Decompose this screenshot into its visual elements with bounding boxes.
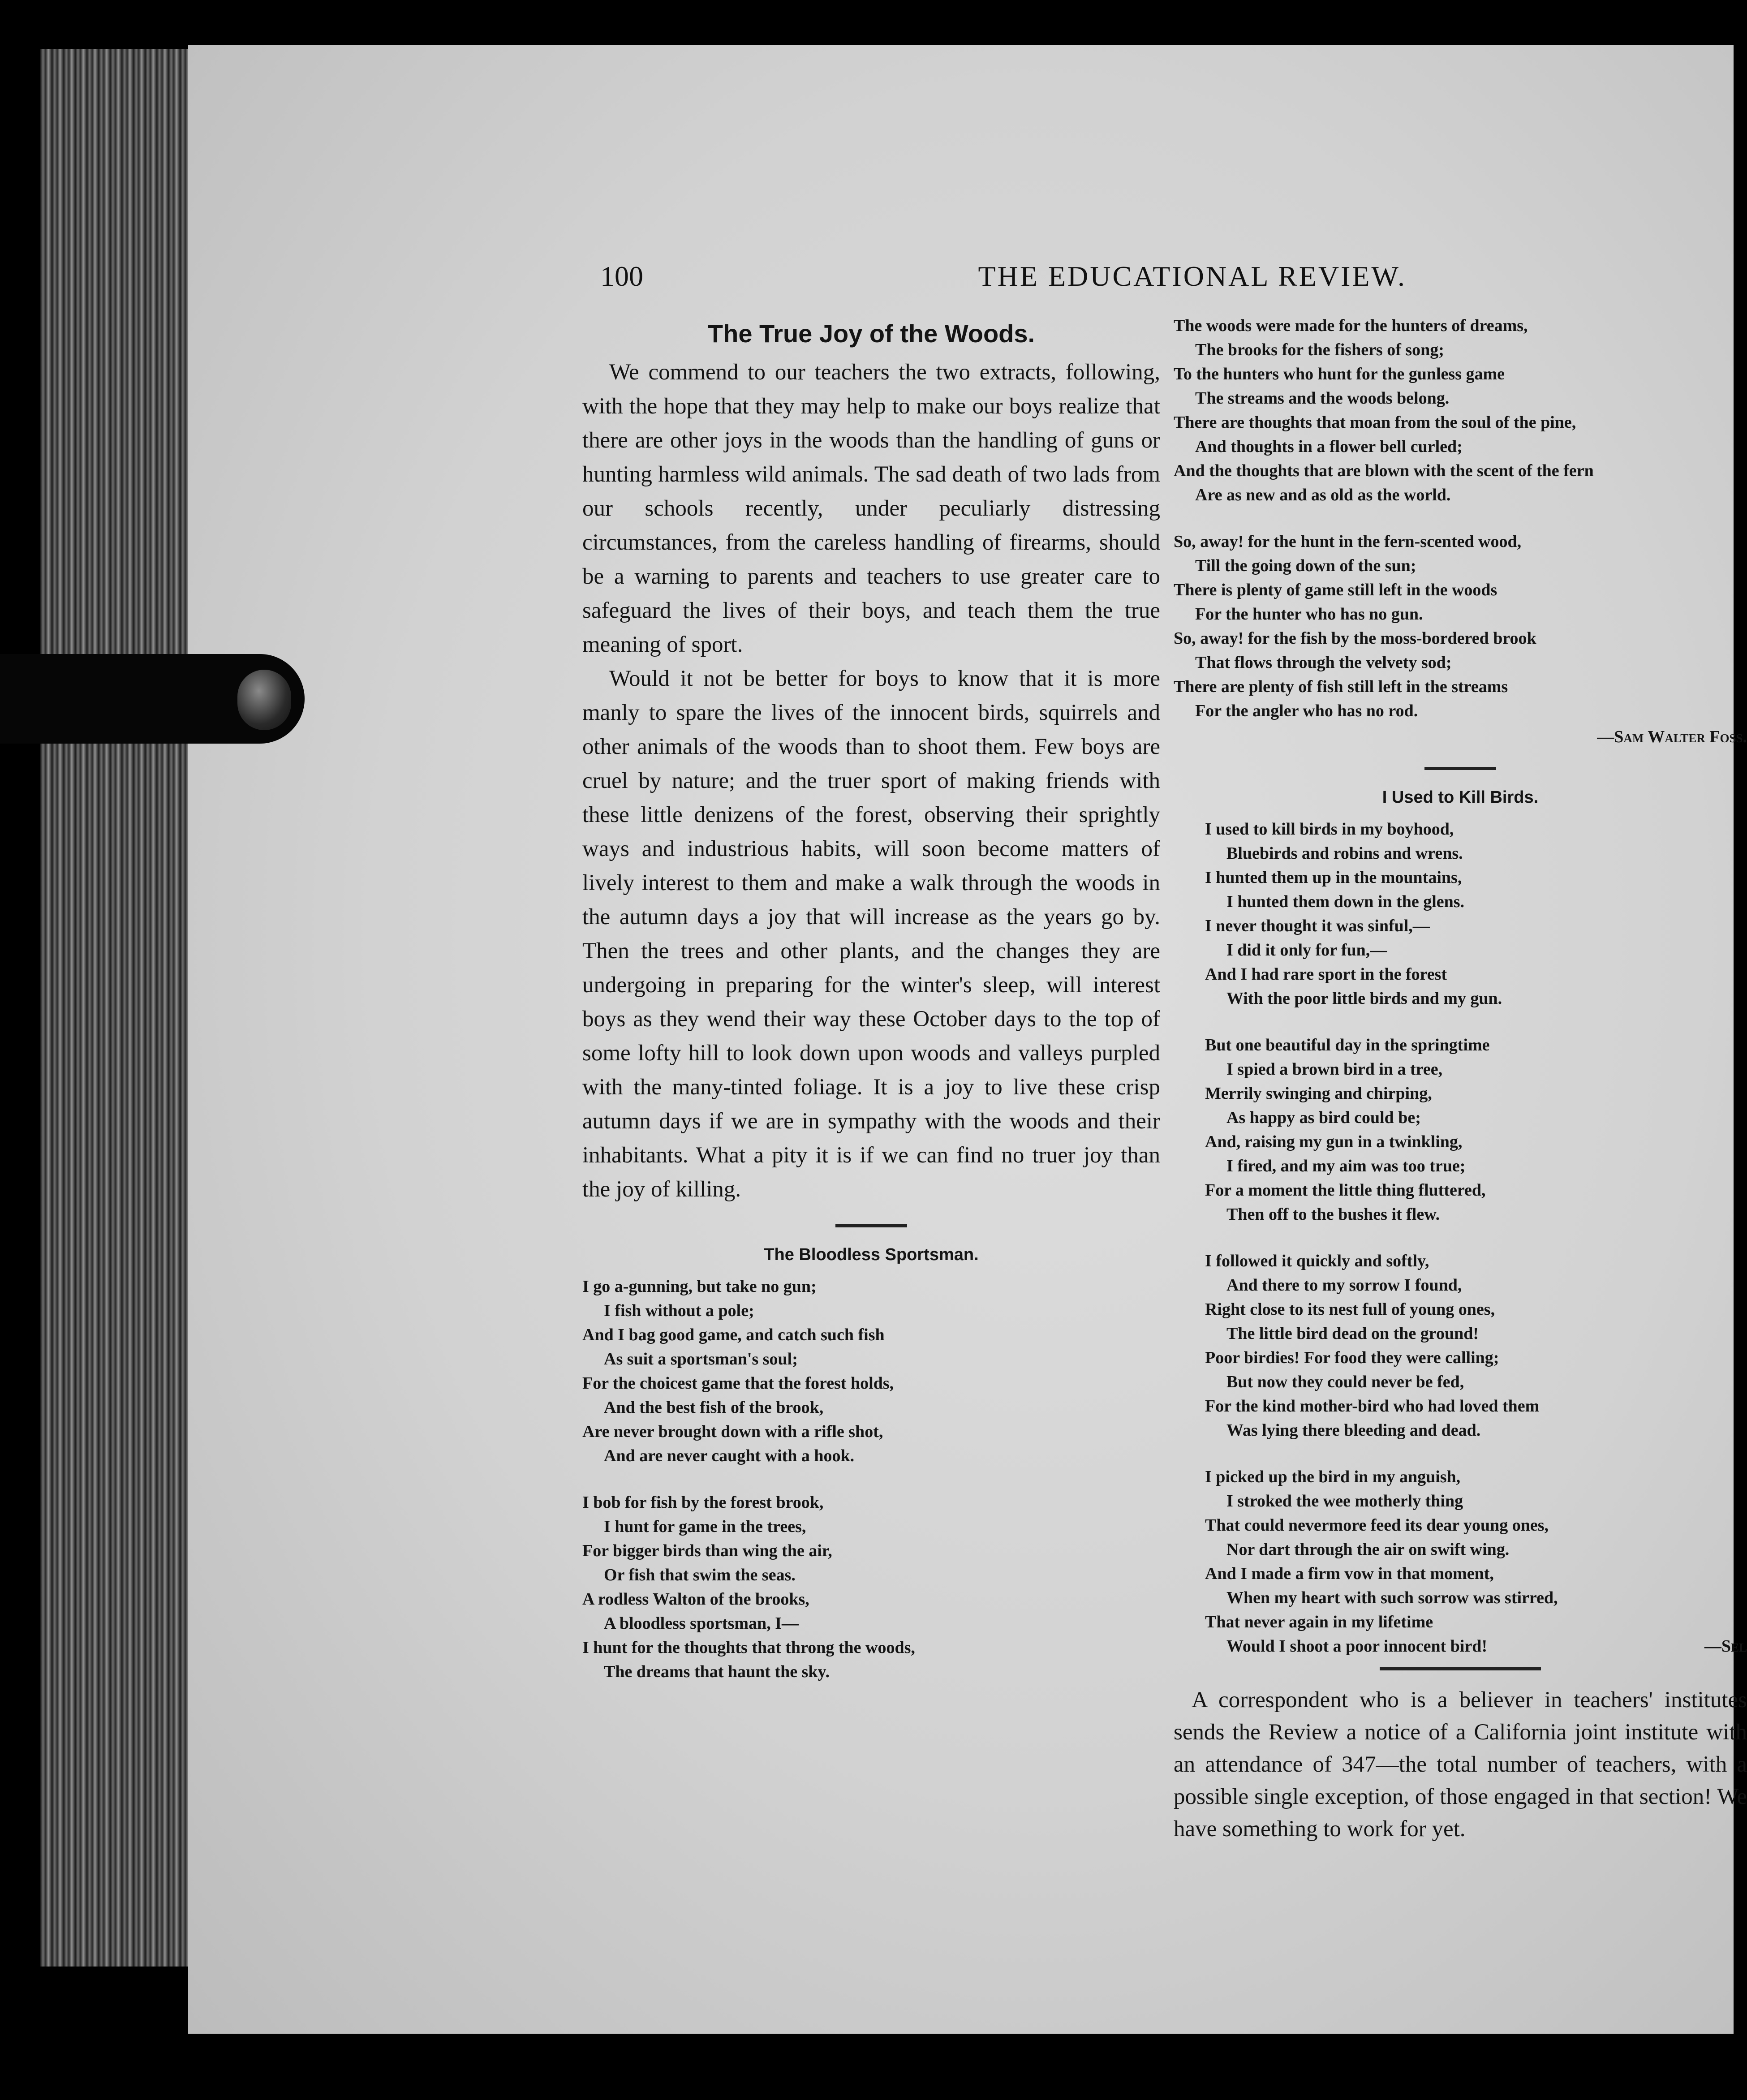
page-number: 100 [600,260,643,292]
poem-bloodless-sportsman-continued [1174,314,1747,749]
page-edges [40,49,202,1967]
poem-line: Would I shoot a poor innocent bird! [1226,1637,1488,1656]
poem-line: I fired, and my aim was too true; [1226,1157,1466,1175]
poem-line: That flows through the velvety sod; [1195,653,1452,672]
poem-line: But now they could never be fed, [1226,1373,1464,1391]
poem-line: For a moment the little thing fluttered, [1205,1181,1486,1200]
poem-line: Nor dart through the air on swift wing. [1226,1540,1510,1559]
poem-line: I followed it quickly and softly, [1205,1252,1429,1270]
poem-line: I bob for fish by the forest brook, [582,1493,824,1512]
poem-line: I fish without a pole; [604,1301,754,1320]
poem-line: So, away! for the fish by the moss-bordered brook [1174,629,1536,648]
poem-stanza [1205,1465,1747,1658]
poem-line: There are thoughts that moan from the soul of the pine, [1174,413,1576,432]
poem-line: I go a-gunning, but take no gun; [582,1277,817,1296]
poem-bloodless-sportsman [582,1274,1160,1684]
left-column [582,314,1160,1706]
poem-line: To the hunters who hunt for the gunless game [1174,365,1505,383]
poem-line: For the angler who has no rod. [1195,701,1418,720]
poem-line: For the hunter who has no gun. [1195,605,1423,624]
poem-line: I never thought it was sinful,— [1205,917,1430,935]
poem-line: I hunt for game in the trees, [604,1517,806,1536]
poem-attribution: —Sel [1704,1637,1747,1656]
poem-line: Bluebirds and robins and wrens. [1226,844,1463,863]
poem-line: The streams and the woods belong. [1195,389,1450,408]
poem-line: Are never brought down with a rifle shot, [582,1422,883,1441]
running-title: THE EDUCATIONAL REVIEW. [978,260,1407,292]
poem-line: Till the going down of the sun; [1195,556,1416,575]
poem-line: As happy as bird could be; [1226,1108,1421,1127]
notice-paragraph: A correspondent who is a believer in teachers' institutes sends the Review a notice of a California joint institute with an attendance of 347—the total number of teachers, with a possible single exception, of those engaged in that section! We have something to work for yet. [1174,1687,1747,1842]
poem-line: A bloodless sportsman, I— [604,1614,799,1633]
poem-line: That never again in my lifetime [1205,1613,1433,1631]
poem-line: And the best fish of the brook, [604,1398,824,1417]
poem-line: I did it only for fun,— [1226,941,1387,960]
poem-stanza [1205,1033,1747,1226]
poem-line: And there to my sorrow I found, [1226,1276,1462,1295]
section-divider [835,1224,907,1227]
book-page [188,45,1747,2034]
poem-line: Right close to its nest full of young ones, [1205,1300,1495,1319]
poem-line: Poor birdies! For food they were calling; [1205,1348,1499,1367]
poem-line: With the poor little birds and my gun. [1226,989,1502,1008]
poem-stanza [1174,529,1747,723]
poem-attribution: —Sam Walter Foss. [1597,727,1747,746]
poem-title: The Bloodless Sportsman. [764,1245,979,1264]
poem-line: And I had rare sport in the forest [1205,965,1447,984]
poem-line: There are plenty of fish still left in the streams [1174,677,1508,696]
article-paragraph: We commend to our teachers the two extracts, following, with the hope that they may help to make our boys realize that there are other joys in the woods than the handling of guns or hunting harmless wild animals. The sad death of two lads from our schools recently, under peculiarly distressing circumstances, from the careless handling of firearms, should be a warning to parents and teachers to use greater care to safeguard the lives of their boys, and teach them the true meaning of sport. [582,360,1160,657]
poem-line: For the kind mother-bird who had loved them [1205,1397,1540,1416]
poem-line: And, raising my gun in a twinkling, [1205,1132,1463,1151]
poem-line: And are never caught with a hook. [604,1446,855,1465]
poem-line: I hunt for the thoughts that throng the woods, [582,1638,915,1657]
poem-line: A rodless Walton of the brooks, [582,1590,809,1609]
section-divider [1424,767,1496,770]
article-title: The True Joy of the Woods. [707,319,1035,348]
poem-line: I picked up the bird in my anguish, [1205,1467,1461,1486]
poem-line: I used to kill birds in my boyhood, [1205,820,1454,839]
poem-line: Then off to the bushes it flew. [1226,1205,1440,1224]
poem-line: Are as new and as old as the world. [1195,486,1451,504]
poem-line: Or fish that swim the seas. [604,1566,796,1584]
poem-line: I spied a brown bird in a tree, [1226,1060,1443,1079]
poem-line: That could nevermore feed its dear young ones, [1205,1516,1549,1535]
section-divider [1380,1667,1541,1670]
poem-line: For bigger birds than wing the air, [582,1541,832,1560]
poem-line: And I bag good game, and catch such fish [582,1325,885,1344]
article-paragraph: Would it not be better for boys to know that it is more manly to spare the lives of the innocent birds, squirrels and other animals of the woods than to shoot them. Few boys are cruel by nature; and the truer sport of making friends with these little denizens of the forest, observing their sprightly ways and industrious habits, will soon become matters of lively interest to them and make a walk through the woods in the autumn days a joy that will increase as the years go by. Then the trees and other plants, and the changes they are undergoing in preparing for the winter's sleep, will interest boys as they wend their way these October days to the top of some lofty hill to look down upon woods and valleys purpled with the many-tinted foliage. It is a joy to live these crisp autumn days if we are in sympathy with the woods and their inhabitants. What a pity it is if we can find no truer joy than the joy of killing. [582,666,1160,1202]
poem-line: Merrily swinging and chirping, [1205,1084,1432,1103]
poem-line: And I made a firm vow in that moment, [1205,1564,1494,1583]
article-body [582,355,1160,1206]
poem-i-used-to-kill-birds [1174,817,1747,1658]
poem-line: I hunted them up in the mountains, [1205,868,1462,887]
poem-line: The dreams that haunt the sky. [604,1662,830,1681]
poem-line: And thoughts in a flower bell curled; [1195,437,1463,456]
right-column [1174,314,1747,1845]
poem-line: The brooks for the fishers of song; [1195,340,1444,359]
poem-line: The woods were made for the hunters of dreams, [1174,316,1528,335]
poem-stanza [582,1490,1160,1684]
poem-stanza [582,1274,1160,1468]
poem-line: But one beautiful day in the springtime [1205,1036,1490,1054]
poem-stanza [1174,314,1747,507]
poem-stanza [1205,1249,1747,1442]
poem-stanza [1205,817,1747,1011]
institute-notice [1174,1684,1747,1845]
thumbnail-highlight [237,670,291,730]
poem-line: I hunted them down in the glens. [1226,892,1465,911]
poem-line: Was lying there bleeding and dead. [1226,1421,1481,1440]
poem-line: When my heart with such sorrow was stirred, [1226,1588,1558,1607]
poem-line: The little bird dead on the ground! [1226,1324,1479,1343]
poem-title: I Used to Kill Birds. [1382,788,1539,807]
page-header [600,260,1407,300]
poem-final-line [1205,1634,1747,1658]
poem-line: I stroked the wee motherly thing [1226,1492,1463,1510]
poem-line: As suit a sportsman's soul; [604,1350,798,1368]
poem-line: There is plenty of game still left in the woods [1174,581,1497,599]
poem-line: For the choicest game that the forest holds, [582,1374,894,1393]
poem-line: So, away! for the hunt in the fern-scented wood, [1174,532,1522,551]
poem-line: And the thoughts that are blown with the scent of the fern [1174,461,1594,480]
